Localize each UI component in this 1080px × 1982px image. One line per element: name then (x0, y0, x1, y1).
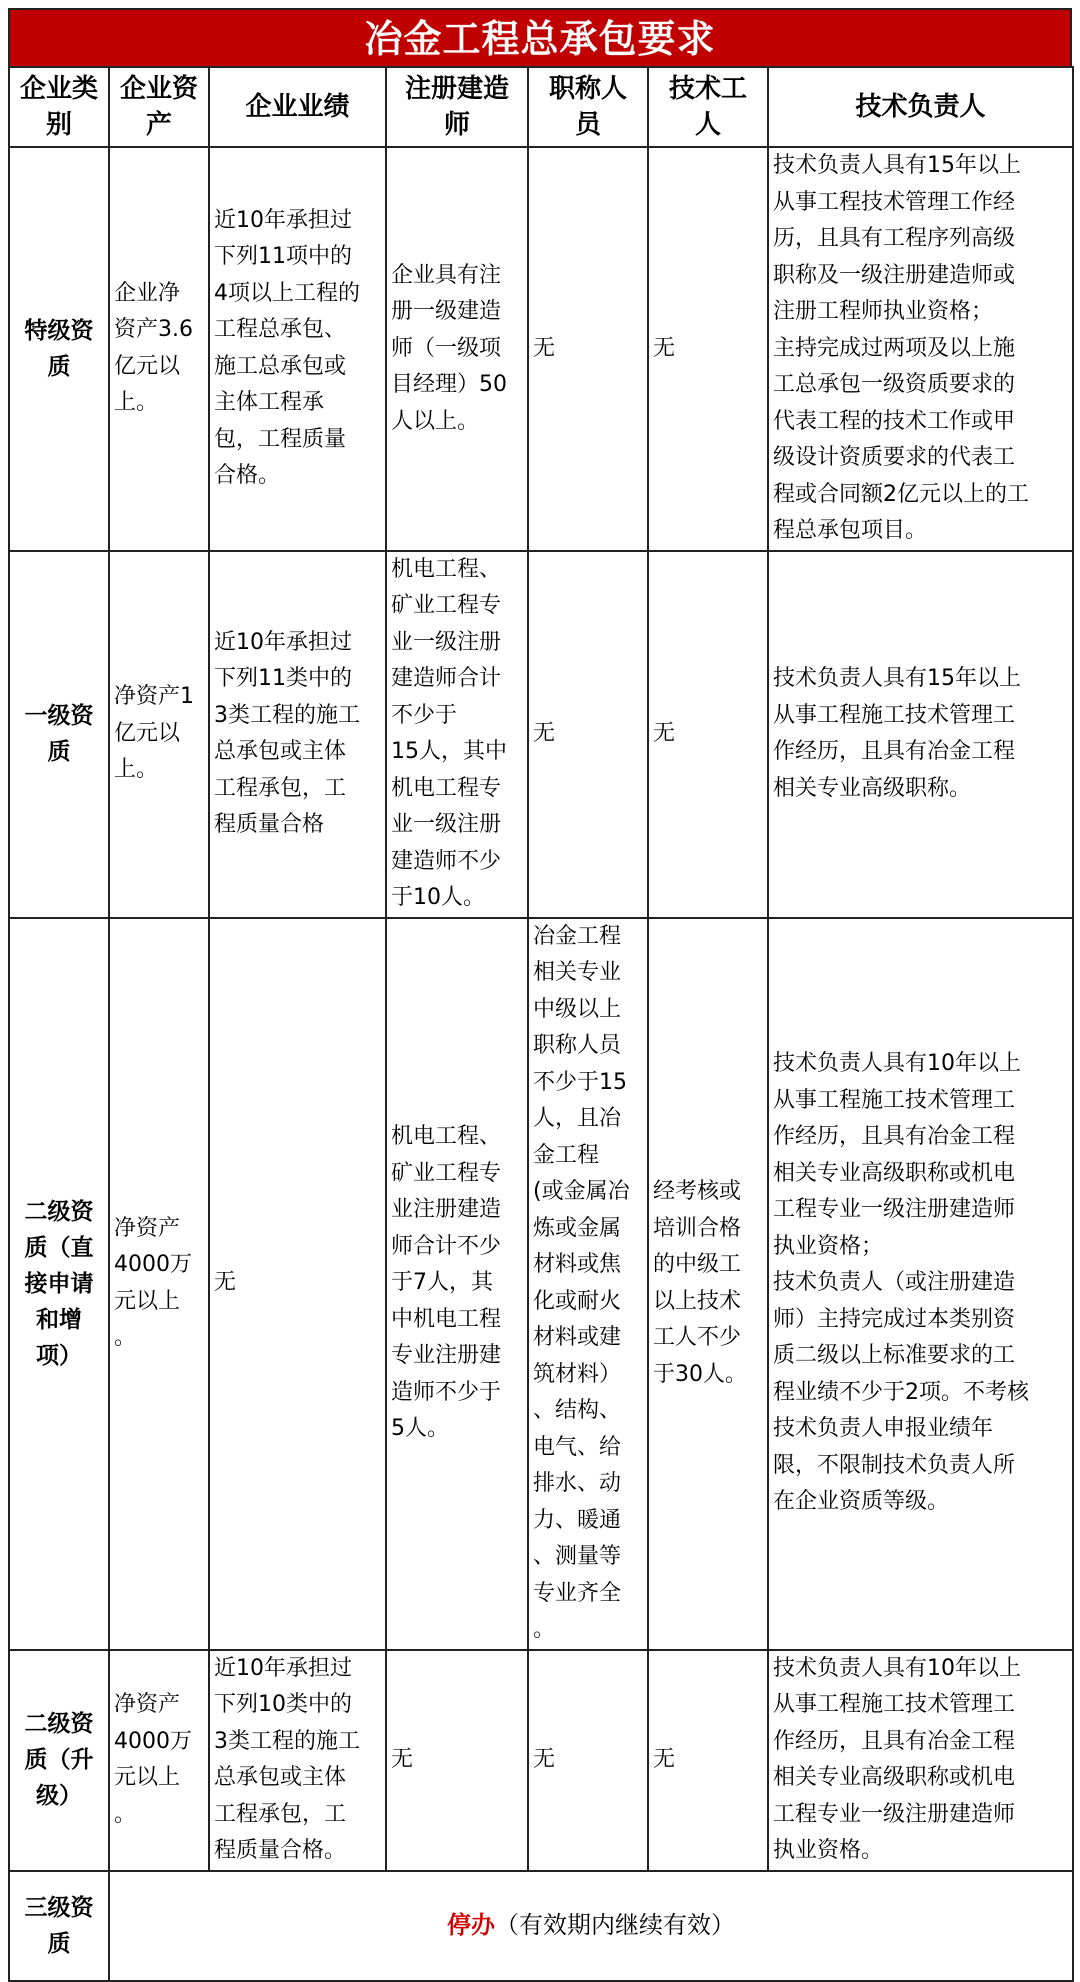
table-row-grade2-upgrade (9, 1650, 1073, 1871)
category-cell: 二级资 质（升 级） (9, 1650, 109, 1871)
tech-lead-cell: 技术负责人具有10年以上 从事工程施工技术管理工 作经历，且具有冶金工程 相关专业高级职称或机电 工程专业一级注册建造师 执业资格。 (768, 1650, 1073, 1871)
requirements-table (8, 66, 1074, 1982)
validity-note: （有效期内继续有效） (495, 1911, 735, 1940)
titled-staff-cell: 无 (528, 551, 648, 918)
assets-cell: 企业净 资产3.6 亿元以 上。 (109, 147, 209, 551)
table-row-special (9, 147, 1073, 551)
assets-cell: 净资产1 亿元以 上。 (109, 551, 209, 918)
page-title: 冶金工程总承包要求 (8, 8, 1072, 66)
engineers-cell: 机电工程、 矿业工程专 业注册建造 师合计不少 于7人，其 中机电工程 专业注册建 造师不少于 5人。 (386, 918, 528, 1650)
tech-lead-cell: 技术负责人具有10年以上 从事工程施工技术管理工 作经历，且具有冶金工程 相关专业高级职称或机电 工程专业一级注册建造师 执业资格； 技术负责人（或注册建造 师）主持完成过本类别资 质二级以上标准要求的工 程业绩不少于2项。不考核 技术负责人申报业绩年 限，不限制技术负责人所 在企业资质等级。 (768, 918, 1073, 1650)
category-cell: 一级资 质 (9, 551, 109, 918)
table-row-grade3 (9, 1871, 1073, 1981)
table-row-grade1 (9, 551, 1073, 918)
performance-cell: 近10年承担过 下列11项中的 4项以上工程的 工程总承包、 施工总承包或 主体工程承 包，工程质量 合格。 (209, 147, 386, 551)
header-performance: 企业业绩 (209, 67, 386, 147)
header-row (9, 67, 1073, 147)
engineers-cell: 机电工程、 矿业工程专 业一级注册 建造师合计 不少于 15人，其中 机电工程专 业一级注册 建造师不少 于10人。 (386, 551, 528, 918)
titled-staff-cell: 冶金工程 相关专业 中级以上 职称人员 不少于15 人，且冶 金工程 (或金属冶 炼或金属 材料或焦 化或耐火 材料或建 筑材料） 、结构、 电气、给 排水、动 力、暖通 、测量等 专业齐全 。 (528, 918, 648, 1650)
titled-staff-cell: 无 (528, 1650, 648, 1871)
engineers-cell: 无 (386, 1650, 528, 1871)
header-category: 企业类 别 (9, 67, 109, 147)
category-cell: 特级资 质 (9, 147, 109, 551)
engineers-cell: 企业具有注 册一级建造 师（一级项 目经理）50 人以上。 (386, 147, 528, 551)
suspended-label: 停办 (447, 1911, 495, 1940)
technicians-cell: 经考核或 培训合格 的中级工 以上技术 工人不少 于30人。 (648, 918, 768, 1650)
performance-cell: 无 (209, 918, 386, 1650)
performance-cell: 近10年承担过 下列11类中的 3类工程的施工 总承包或主体 工程承包，工 程质量合格 (209, 551, 386, 918)
header-technicians: 技术工 人 (648, 67, 768, 147)
table-row-grade2-direct (9, 918, 1073, 1650)
assets-cell: 净资产 4000万 元以上 。 (109, 1650, 209, 1871)
header-titled-staff: 职称人 员 (528, 67, 648, 147)
category-cell: 三级资 质 (9, 1871, 109, 1981)
category-cell: 二级资 质（直 接申请 和增 项） (9, 918, 109, 1650)
technicians-cell: 无 (648, 551, 768, 918)
document-frame (8, 8, 1072, 1982)
tech-lead-cell: 技术负责人具有15年以上 从事工程施工技术管理工 作经历，且具有冶金工程 相关专业高级职称。 (768, 551, 1073, 918)
performance-cell: 近10年承担过 下列10类中的 3类工程的施工 总承包或主体 工程承包，工 程质量合格。 (209, 1650, 386, 1871)
technicians-cell: 无 (648, 1650, 768, 1871)
titled-staff-cell: 无 (528, 147, 648, 551)
header-tech-lead: 技术负责人 (768, 67, 1073, 147)
technicians-cell: 无 (648, 147, 768, 551)
header-assets: 企业资 产 (109, 67, 209, 147)
header-engineers: 注册建造 师 (386, 67, 528, 147)
tech-lead-cell: 技术负责人具有15年以上 从事工程技术管理工作经 历，且具有工程序列高级 职称及一级注册建造师或 注册工程师执业资格； 主持完成过两项及以上施 工总承包一级资质要求的 代表工程的技术工作或甲 级设计资质要求的代表工 程或合同额2亿元以上的工 程总承包项目。 (768, 147, 1073, 551)
grade3-status-cell (109, 1871, 1073, 1981)
assets-cell: 净资产 4000万 元以上 。 (109, 918, 209, 1650)
